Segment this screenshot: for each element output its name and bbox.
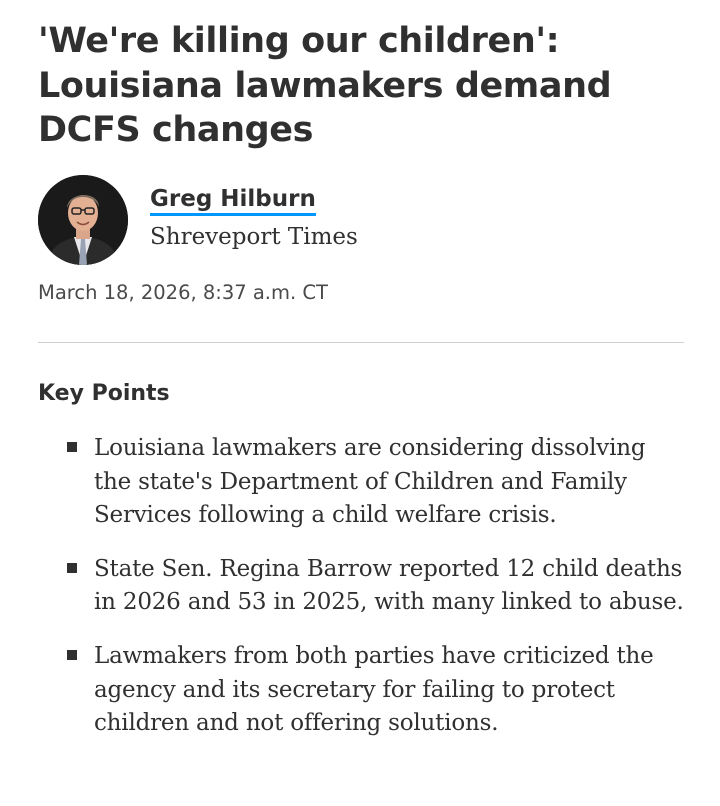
- author-name-link[interactable]: Greg Hilburn: [150, 185, 316, 216]
- author-avatar[interactable]: [38, 175, 128, 265]
- key-point-item: [38, 553, 684, 620]
- square-bullet-icon: [67, 563, 77, 573]
- publish-timestamp: March 18, 2026, 8:37 a.m. CT: [38, 281, 328, 304]
- article: [38, 0, 684, 737]
- square-bullet-icon: [67, 442, 77, 452]
- divider: [38, 342, 684, 343]
- key-points-heading: Key Points: [38, 381, 170, 406]
- author-photo-icon: [38, 175, 128, 265]
- key-point-item: [38, 640, 684, 741]
- key-point-text: Louisiana lawmakers are considering dissolving the state's Department of Children and Family Services following a child welfare crisis.: [94, 435, 646, 529]
- key-point-item: [38, 432, 684, 533]
- author-organization: Shreveport Times: [150, 224, 358, 250]
- byline: [38, 175, 684, 265]
- square-bullet-icon: [67, 650, 77, 660]
- key-points-list: [38, 432, 684, 761]
- headline: 'We're killing our children': Louisiana lawmakers demand DCFS changes: [38, 21, 612, 150]
- key-point-text: Lawmakers from both parties have criticized the agency and its secretary for failing to protect children and not offering solutions.: [94, 642, 654, 737]
- key-point-text: State Sen. Regina Barrow reported 12 child deaths in 2026 and 53 in 2025, with many linked to abuse.: [94, 555, 684, 616]
